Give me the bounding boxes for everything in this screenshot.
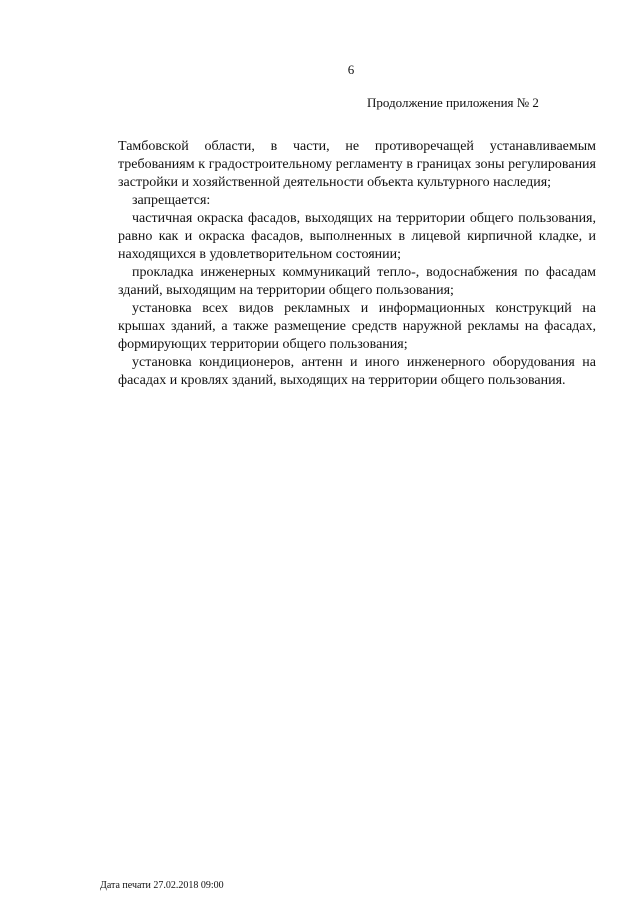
print-date-footer: Дата печати 27.02.2018 09:00 (100, 880, 224, 891)
paragraph-air-conditioners: установка кондиционеров, антенн и иного инженерного оборудования на фасадах и кровлях зданий, выходящих на территории общего пользования. (118, 355, 596, 388)
paragraph-utility-lines: прокладка инженерных коммуникаций тепло-, водоснабжения по фасадам зданий, выходящим на территории общего пользования; (118, 265, 596, 298)
appendix-continuation-note: Продолжение приложения № 2 (367, 95, 539, 110)
paragraph-partial-painting: частичная окраска фасадов, выходящих на территории общего пользования, равно как и окраска фасадов, выполненных в лицевой кирпичной кладке, и находящихся в удовлетворительном состоянии; (118, 211, 596, 262)
paragraph-prohibited-heading: запрещается: (132, 193, 211, 208)
document-body (118, 138, 596, 390)
paragraph-continuation: Тамбовской области, в части, не противоречащей устанавливаемым требованиям к градостроительному регламенту в границах зоны регулирования застройки и хозяйственной деятельности объекта культурного наследия; (118, 139, 596, 190)
page-number: 6 (347, 62, 355, 77)
paragraph-advertising: установка всех видов рекламных и информационных конструкций на крышах зданий, а также размещение средств наружной рекламы на фасадах, формирующих территории общего пользования; (118, 301, 596, 352)
